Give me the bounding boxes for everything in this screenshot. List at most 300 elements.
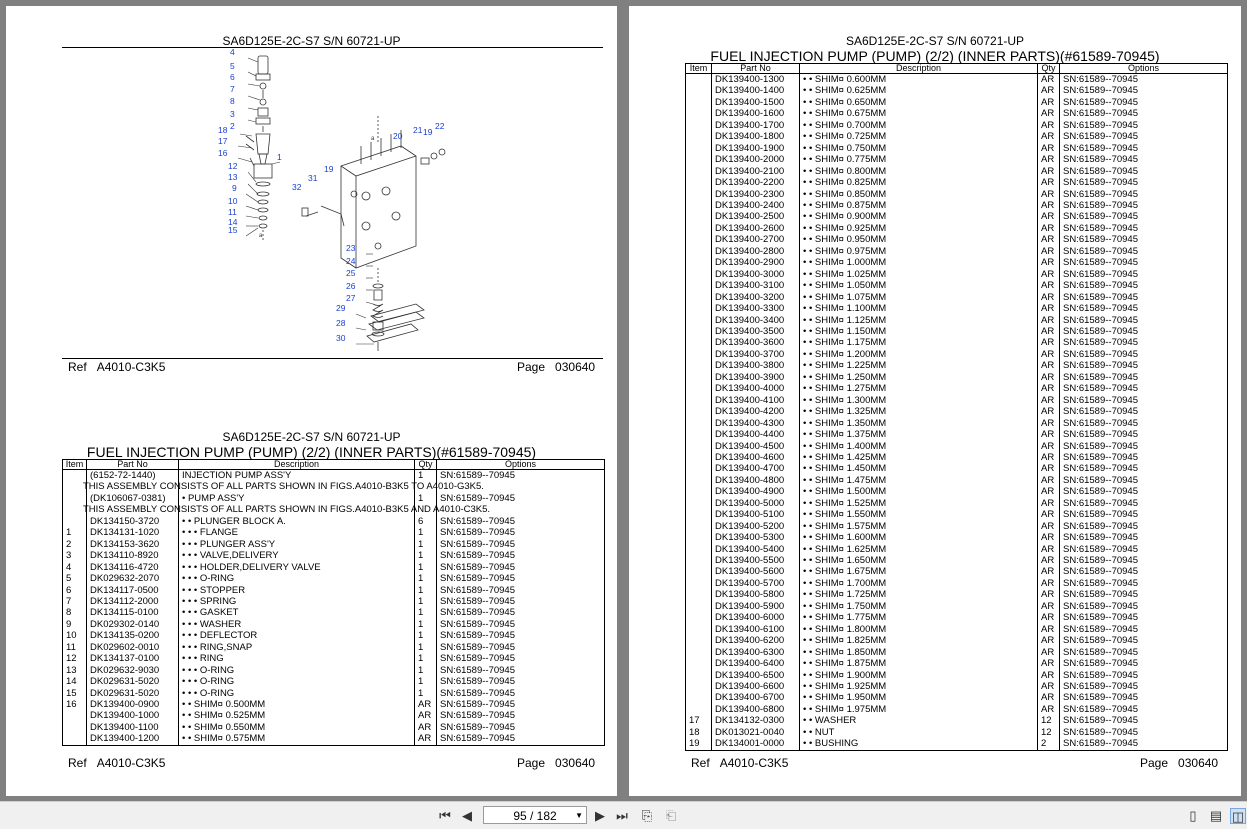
options-cell: SN:61589--70945: [1060, 601, 1228, 612]
callout-5: 5: [230, 61, 235, 71]
part-no-cell: DK139400-5900: [712, 601, 800, 612]
part-no-cell: DK139400-4200: [712, 406, 800, 417]
part-no-cell: DK029632-2070: [87, 573, 179, 584]
part-no-cell: DK139400-3800: [712, 360, 800, 371]
table-row: [63, 504, 605, 515]
table-row: [63, 539, 605, 550]
table-row: [63, 562, 605, 573]
options-cell: SN:61589--70945: [1060, 234, 1228, 245]
description-cell: • • SHIM¤ 1.025MM: [800, 269, 1038, 280]
part-no-cell: DK139400-3300: [712, 303, 800, 314]
item-cell: [63, 733, 87, 745]
description-cell: • • SHIM¤ 1.050MM: [800, 280, 1038, 291]
part-no-cell: DK134115-0100: [87, 607, 179, 618]
table-row: [686, 395, 1228, 406]
description-cell: • • NUT: [800, 727, 1038, 738]
qty-cell: AR: [1038, 234, 1060, 245]
qty-cell: AR: [1038, 292, 1060, 303]
qty-cell: AR: [1038, 498, 1060, 509]
item-cell: [686, 211, 712, 222]
qty-cell: AR: [1038, 521, 1060, 532]
qty-cell: AR: [1038, 395, 1060, 406]
description-cell: • • BUSHING: [800, 738, 1038, 750]
description-cell: • • SHIM¤ 0.800MM: [800, 166, 1038, 177]
part-no-cell: DK139400-3500: [712, 326, 800, 337]
qty-cell: 1: [415, 688, 437, 699]
qty-cell: AR: [1038, 601, 1060, 612]
options-cell: SN:61589--70945: [1060, 85, 1228, 96]
table-row: [686, 406, 1228, 417]
table-cell: [415, 481, 437, 492]
description-cell: • • SHIM¤ 0.875MM: [800, 200, 1038, 211]
description-cell: • • SHIM¤ 1.000MM: [800, 257, 1038, 268]
qty-cell: 6: [415, 516, 437, 527]
col-qty: Qty: [415, 460, 437, 470]
description-cell: • • • PLUNGER ASS'Y: [179, 539, 415, 550]
part-no-cell: DK134001-0000: [712, 738, 800, 750]
table-row: [686, 635, 1228, 646]
part-no-cell: DK029631-5020: [87, 688, 179, 699]
options-cell: SN:61589--70945: [1060, 532, 1228, 543]
description-cell: • • SHIM¤ 1.175MM: [800, 337, 1038, 348]
options-cell: SN:61589--70945: [437, 619, 605, 630]
table-row: [686, 566, 1228, 577]
item-cell: 12: [63, 653, 87, 664]
table-row: [686, 120, 1228, 131]
item-cell: 5: [63, 573, 87, 584]
table-row: [686, 715, 1228, 726]
item-cell: [686, 692, 712, 703]
item-cell: [686, 395, 712, 406]
qty-cell: AR: [415, 710, 437, 721]
options-cell: SN:61589--70945: [437, 470, 605, 482]
qty-cell: AR: [415, 733, 437, 745]
qty-cell: 1: [415, 527, 437, 538]
part-no-cell: DK139400-1100: [87, 722, 179, 733]
description-cell: • • SHIM¤ 0.525MM: [179, 710, 415, 721]
callout-20: 20: [393, 131, 403, 141]
item-cell: [686, 475, 712, 486]
item-cell: [686, 463, 712, 474]
description-cell: • • SHIM¤ 0.500MM: [179, 699, 415, 710]
description-cell: • • • GASKET: [179, 607, 415, 618]
part-no-cell: DK134116-4720: [87, 562, 179, 573]
options-cell: SN:61589--70945: [1060, 292, 1228, 303]
table-row: [686, 612, 1228, 623]
item-cell: [686, 246, 712, 257]
part-no-cell: DK134132-0300: [712, 715, 800, 726]
description-cell: • • • RING,SNAP: [179, 642, 415, 653]
options-cell: SN:61589--70945: [1060, 177, 1228, 188]
table-row: [686, 555, 1228, 566]
options-cell: SN:61589--70945: [1060, 246, 1228, 257]
qty-cell: AR: [1038, 383, 1060, 394]
part-no-cell: DK139400-2600: [712, 223, 800, 234]
single-page-icon[interactable]: ▯: [1189, 808, 1197, 823]
options-cell: SN:61589--70945: [1060, 509, 1228, 520]
table-row: [63, 573, 605, 584]
callout-15: 15: [228, 225, 238, 235]
table-header: [63, 460, 605, 470]
table-row: [686, 269, 1228, 280]
options-cell: SN:61589--70945: [437, 699, 605, 710]
callout-9: 9: [232, 183, 237, 193]
item-cell: [63, 470, 87, 482]
part-no-cell: DK139400-5200: [712, 521, 800, 532]
options-cell: SN:61589--70945: [437, 642, 605, 653]
two-page-icon[interactable]: ◫: [1231, 809, 1245, 824]
table-row: [63, 527, 605, 538]
item-cell: 14: [63, 676, 87, 687]
item-cell: [686, 280, 712, 291]
description-cell: • • SHIM¤ 0.750MM: [800, 143, 1038, 154]
chevron-down-icon[interactable]: ▼: [575, 811, 583, 820]
item-cell: 9: [63, 619, 87, 630]
table-row: [686, 97, 1228, 108]
description-cell: • • • O-RING: [179, 573, 415, 584]
options-cell: SN:61589--70945: [1060, 372, 1228, 383]
item-cell: [686, 681, 712, 692]
part-no-cell: DK139400-0900: [87, 699, 179, 710]
description-cell: • • SHIM¤ 1.500MM: [800, 486, 1038, 497]
next-page-icon[interactable]: ▶: [595, 808, 605, 823]
description-cell: • • SHIM¤ 1.350MM: [800, 418, 1038, 429]
part-no-cell: DK139400-4000: [712, 383, 800, 394]
page-number-input[interactable]: [483, 806, 587, 824]
item-cell: [686, 372, 712, 383]
qty-cell: AR: [1038, 555, 1060, 566]
callout-10: 10: [228, 196, 238, 206]
item-cell: [63, 710, 87, 721]
description-cell: • • SHIM¤ 1.550MM: [800, 509, 1038, 520]
col-item: Item: [686, 64, 712, 74]
table-row: [63, 619, 605, 630]
options-cell: SN:61589--70945: [1060, 257, 1228, 268]
item-cell: 19: [686, 738, 712, 750]
viewer-toolbar: [0, 801, 1247, 829]
table-row: [686, 74, 1228, 86]
table-row: [686, 383, 1228, 394]
right-title: SA6D125E-2C-S7 S/N 60721-UP: [845, 34, 1025, 48]
qty-cell: 1: [415, 630, 437, 641]
table-row: [686, 475, 1228, 486]
callout-29: 29: [336, 303, 346, 313]
options-cell: SN:61589--70945: [437, 596, 605, 607]
item-cell: [686, 624, 712, 635]
right-subtitle: FUEL INJECTION PUMP (PUMP) (2/2) (INNER PARTS)(#61589-70945): [710, 48, 1160, 64]
parts-list-ref: Ref A4010-C3K5: [68, 756, 166, 770]
description-cell: • • SHIM¤ 1.525MM: [800, 498, 1038, 509]
part-no-cell: DK139400-5800: [712, 589, 800, 600]
part-no-cell: DK139400-6400: [712, 658, 800, 669]
footer-rule: [62, 358, 603, 359]
part-no-cell: DK139400-4100: [712, 395, 800, 406]
description-cell: • • SHIM¤ 0.900MM: [800, 211, 1038, 222]
part-no-cell: DK139400-2200: [712, 177, 800, 188]
item-cell: [686, 418, 712, 429]
description-cell: • • • SPRING: [179, 596, 415, 607]
description-cell: • • SHIM¤ 1.475MM: [800, 475, 1038, 486]
options-cell: SN:61589--70945: [437, 688, 605, 699]
part-no-cell: DK134112-2000: [87, 596, 179, 607]
description-cell: • • SHIM¤ 1.425MM: [800, 452, 1038, 463]
part-no-cell: DK139400-5700: [712, 578, 800, 589]
options-cell: SN:61589--70945: [1060, 418, 1228, 429]
part-no-cell: DK139400-3200: [712, 292, 800, 303]
prev-page-icon[interactable]: ◀: [462, 808, 472, 823]
qty-cell: AR: [1038, 589, 1060, 600]
item-cell: [686, 509, 712, 520]
part-no-cell: DK139400-1300: [712, 74, 800, 86]
table-row: [686, 498, 1228, 509]
item-cell: [686, 601, 712, 612]
options-cell: SN:61589--70945: [1060, 120, 1228, 131]
qty-cell: AR: [1038, 177, 1060, 188]
item-cell: 11: [63, 642, 87, 653]
part-no-cell: DK139400-2400: [712, 200, 800, 211]
qty-cell: AR: [1038, 635, 1060, 646]
table-row: [63, 493, 605, 504]
qty-cell: AR: [415, 722, 437, 733]
options-cell: SN:61589--70945: [1060, 223, 1228, 234]
options-cell: SN:61589--70945: [437, 710, 605, 721]
item-cell: [686, 441, 712, 452]
description-cell: • • SHIM¤ 1.400MM: [800, 441, 1038, 452]
parts-list-title: SA6D125E-2C-S7 S/N 60721-UP: [222, 430, 401, 444]
item-cell: [63, 516, 87, 527]
part-no-cell: DK139400-1600: [712, 108, 800, 119]
callout-a-left: a: [259, 233, 263, 239]
qty-cell: AR: [1038, 429, 1060, 440]
item-cell: 4: [63, 562, 87, 573]
qty-cell: AR: [1038, 509, 1060, 520]
description-cell: • • SHIM¤ 0.950MM: [800, 234, 1038, 245]
qty-cell: AR: [1038, 349, 1060, 360]
options-cell: SN:61589--70945: [437, 493, 605, 504]
item-cell: [686, 521, 712, 532]
qty-cell: AR: [1038, 303, 1060, 314]
item-cell: [686, 406, 712, 417]
item-cell: [686, 452, 712, 463]
item-cell: [686, 647, 712, 658]
description-cell: • • • RING: [179, 653, 415, 664]
table-row: [63, 596, 605, 607]
part-no-cell: DK139400-2300: [712, 189, 800, 200]
col-part-no: Part No: [712, 64, 800, 74]
callout-19-right: 19: [423, 127, 433, 137]
options-cell: SN:61589--70945: [1060, 566, 1228, 577]
item-cell: [686, 658, 712, 669]
assembly-note: THIS ASSEMBLY CONSISTS OF ALL PARTS SHOWN IN FIGS.A4010-B3K5 TO A4010-G3K5.: [83, 481, 484, 493]
description-cell: • • SHIM¤ 1.150MM: [800, 326, 1038, 337]
qty-cell: 1: [415, 642, 437, 653]
options-cell: SN:61589--70945: [437, 733, 605, 745]
table-row: [686, 658, 1228, 669]
part-no-cell: DK139400-6000: [712, 612, 800, 623]
continuous-page-icon[interactable]: ▤: [1209, 808, 1223, 823]
description-cell: • • SHIM¤ 1.575MM: [800, 521, 1038, 532]
part-no-cell: DK139400-3000: [712, 269, 800, 280]
table-row: [686, 429, 1228, 440]
item-cell: [686, 429, 712, 440]
qty-cell: AR: [1038, 578, 1060, 589]
description-cell: • • SHIM¤ 1.975MM: [800, 704, 1038, 715]
options-cell: SN:61589--70945: [437, 665, 605, 676]
part-no-cell: DK139400-4700: [712, 463, 800, 474]
item-cell: [686, 200, 712, 211]
table-row: [63, 585, 605, 596]
qty-cell: AR: [1038, 692, 1060, 703]
table-row: [686, 532, 1228, 543]
qty-cell: AR: [1038, 406, 1060, 417]
part-no-cell: DK139400-1700: [712, 120, 800, 131]
callout-18: 18: [218, 125, 228, 135]
col-item: Item: [63, 460, 87, 470]
part-no-cell: DK134153-3620: [87, 539, 179, 550]
callout-a-right: a: [371, 136, 375, 142]
diagram-page-number: Page 030640: [517, 360, 596, 374]
table-row: [686, 441, 1228, 452]
table-cell: [179, 504, 415, 515]
table-row: [686, 727, 1228, 738]
options-cell: SN:61589--70945: [1060, 395, 1228, 406]
part-no-cell: DK139400-6100: [712, 624, 800, 635]
part-no-cell: DK139400-5400: [712, 544, 800, 555]
description-cell: • • SHIM¤ 1.075MM: [800, 292, 1038, 303]
qty-cell: 1: [415, 550, 437, 561]
qty-cell: AR: [415, 699, 437, 710]
table-row: [63, 653, 605, 664]
table-row: [686, 360, 1228, 371]
part-no-cell: DK139400-6500: [712, 670, 800, 681]
table-row: [686, 280, 1228, 291]
options-cell: SN:61589--70945: [1060, 727, 1228, 738]
qty-cell: 1: [415, 573, 437, 584]
item-cell: [686, 326, 712, 337]
col-options: Options: [437, 460, 605, 470]
qty-cell: AR: [1038, 326, 1060, 337]
forward-view-icon[interactable]: ⎗: [665, 808, 677, 823]
options-cell: SN:61589--70945: [1060, 624, 1228, 635]
qty-cell: AR: [1038, 154, 1060, 165]
item-cell: 3: [63, 550, 87, 561]
table-row: [63, 665, 605, 676]
description-cell: • • SHIM¤ 0.775MM: [800, 154, 1038, 165]
table-row: [686, 177, 1228, 188]
part-no-cell: DK139400-4800: [712, 475, 800, 486]
table-row: [686, 292, 1228, 303]
part-no-cell: (6152-72-1440): [87, 470, 179, 482]
options-cell: SN:61589--70945: [1060, 337, 1228, 348]
part-no-cell: DK139400-4400: [712, 429, 800, 440]
part-no-cell: DK139400-6200: [712, 635, 800, 646]
item-cell: [686, 189, 712, 200]
qty-cell: AR: [1038, 108, 1060, 119]
description-cell: • • SHIM¤ 0.925MM: [800, 223, 1038, 234]
item-cell: [686, 360, 712, 371]
options-cell: SN:61589--70945: [1060, 189, 1228, 200]
options-cell: SN:61589--70945: [1060, 612, 1228, 623]
description-cell: • • SHIM¤ 1.750MM: [800, 601, 1038, 612]
col-part-no: Part No: [87, 460, 179, 470]
callout-28: 28: [336, 318, 346, 328]
options-cell: SN:61589--70945: [1060, 544, 1228, 555]
part-no-cell: DK139400-5000: [712, 498, 800, 509]
callout-11: 11: [228, 207, 237, 217]
table-row: [686, 166, 1228, 177]
left-page: [6, 6, 617, 796]
callout-16: 16: [218, 148, 228, 158]
qty-cell: AR: [1038, 475, 1060, 486]
table-row: [686, 692, 1228, 703]
description-cell: • • SHIM¤ 1.925MM: [800, 681, 1038, 692]
description-cell: • • SHIM¤ 0.825MM: [800, 177, 1038, 188]
col-description: Description: [800, 64, 1038, 74]
right-page-number: Page 030640: [1140, 756, 1219, 770]
description-cell: • • • FLANGE: [179, 527, 415, 538]
callout-13: 13: [228, 172, 238, 182]
table-row: [686, 154, 1228, 165]
qty-cell: AR: [1038, 612, 1060, 623]
qty-cell: AR: [1038, 463, 1060, 474]
item-cell: [686, 166, 712, 177]
qty-cell: AR: [1038, 658, 1060, 669]
last-page-icon[interactable]: ⏭: [616, 808, 628, 823]
table-row: [686, 418, 1228, 429]
options-cell: SN:61589--70945: [437, 630, 605, 641]
qty-cell: 2: [1038, 738, 1060, 750]
table-row: [686, 452, 1228, 463]
item-cell: [686, 670, 712, 681]
options-cell: SN:61589--70945: [1060, 555, 1228, 566]
qty-cell: 1: [415, 493, 437, 504]
description-cell: • • SHIM¤ 0.625MM: [800, 85, 1038, 96]
callout-21: 21: [413, 125, 423, 135]
table-row: [63, 688, 605, 699]
part-no-cell: DK139400-2800: [712, 246, 800, 257]
part-no-cell: DK139400-1000: [87, 710, 179, 721]
table-cell: [437, 481, 605, 492]
description-cell: • • SHIM¤ 1.800MM: [800, 624, 1038, 635]
description-cell: • • SHIM¤ 0.675MM: [800, 108, 1038, 119]
item-cell: [686, 154, 712, 165]
options-cell: SN:61589--70945: [1060, 200, 1228, 211]
part-no-cell: DK029302-0140: [87, 619, 179, 630]
description-cell: • • • DEFLECTOR: [179, 630, 415, 641]
diagram-ref: Ref A4010-C3K5: [68, 360, 166, 374]
options-cell: SN:61589--70945: [437, 607, 605, 618]
part-no-cell: DK134117-0500: [87, 585, 179, 596]
options-cell: SN:61589--70945: [1060, 681, 1228, 692]
options-cell: SN:61589--70945: [437, 573, 605, 584]
callout-24: 24: [346, 256, 356, 266]
table-row: [686, 463, 1228, 474]
description-cell: • • • VALVE,DELIVERY: [179, 550, 415, 561]
back-view-icon[interactable]: ⎘: [641, 808, 653, 823]
table-row: [686, 337, 1228, 348]
diagram-title: SA6D125E-2C-S7 S/N 60721-UP: [222, 34, 401, 48]
options-cell: SN:61589--70945: [1060, 154, 1228, 165]
item-cell: [63, 722, 87, 733]
item-cell: [63, 493, 87, 504]
parts-table-left: [62, 459, 605, 746]
options-cell: SN:61589--70945: [1060, 658, 1228, 669]
first-page-icon[interactable]: ⏮: [439, 808, 451, 823]
part-no-cell: DK139400-3900: [712, 372, 800, 383]
part-no-cell: DK139400-2700: [712, 234, 800, 245]
description-cell: • • • WASHER: [179, 619, 415, 630]
qty-cell: AR: [1038, 257, 1060, 268]
